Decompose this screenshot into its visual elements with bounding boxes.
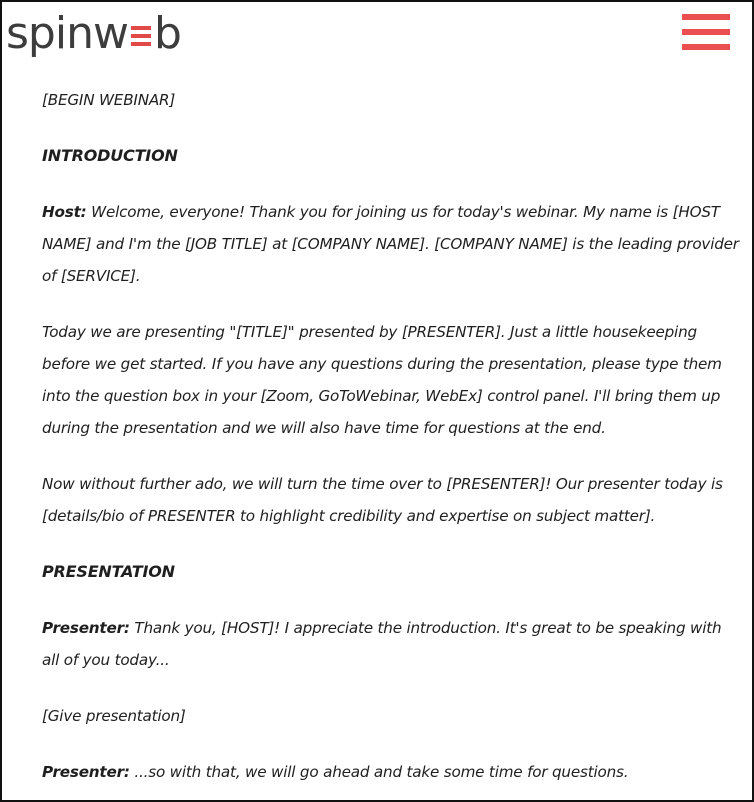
three-bar-e-icon (129, 24, 153, 48)
host-paragraph (42, 196, 742, 292)
presenter-label: Presenter: (42, 619, 130, 637)
host-text: Welcome, everyone! Thank you for joining us for today's webinar. My name is [HOST NAME] and I'm the [JOB TITLE] at [COMPANY NAME]. [COMPANY NAME] is the leading provider of [SERVICE]. (42, 203, 739, 285)
handover-paragraph: Now without further ado, we will turn the time over to [PRESENTER]! Our presenter today is [details/bio of PRESENTER to highlight credibility and expertise on subject matter]. (42, 475, 723, 525)
site-header (2, 2, 752, 72)
host-label: Host: (42, 203, 87, 221)
introduction-heading: INTRODUCTION (42, 146, 178, 165)
logo-text-end: b (153, 8, 181, 59)
today-paragraph: Today we are presenting "[TITLE]" presented by [PRESENTER]. Just a little housekeeping before we get started. If you have any questions during the presentation, please type them into the question box in your [Zoom, GoToWebinar, WebEx] control panel. I'll bring them up during the presentation and we will also have time for questions at the end. (42, 323, 722, 437)
begin-webinar-marker: [BEGIN WEBINAR] (42, 91, 176, 109)
presenter-label-2: Presenter: (42, 763, 130, 781)
presentation-heading: PRESENTATION (42, 562, 175, 581)
spinweb-logo[interactable] (6, 6, 181, 62)
presenter-questions-paragraph (42, 756, 742, 788)
presenter-intro-paragraph (42, 612, 742, 676)
presenter-questions-text: ...so with that, we will go ahead and take some time for questions. (129, 763, 629, 781)
presenter-intro-text: Thank you, [HOST]! I appreciate the introduction. It's great to be speaking with all of you today... (42, 619, 722, 669)
hamburger-menu-icon[interactable] (682, 14, 730, 50)
logo-text-start: spinw (6, 8, 128, 59)
webinar-script (42, 84, 742, 788)
give-presentation-note: [Give presentation] (42, 707, 186, 725)
